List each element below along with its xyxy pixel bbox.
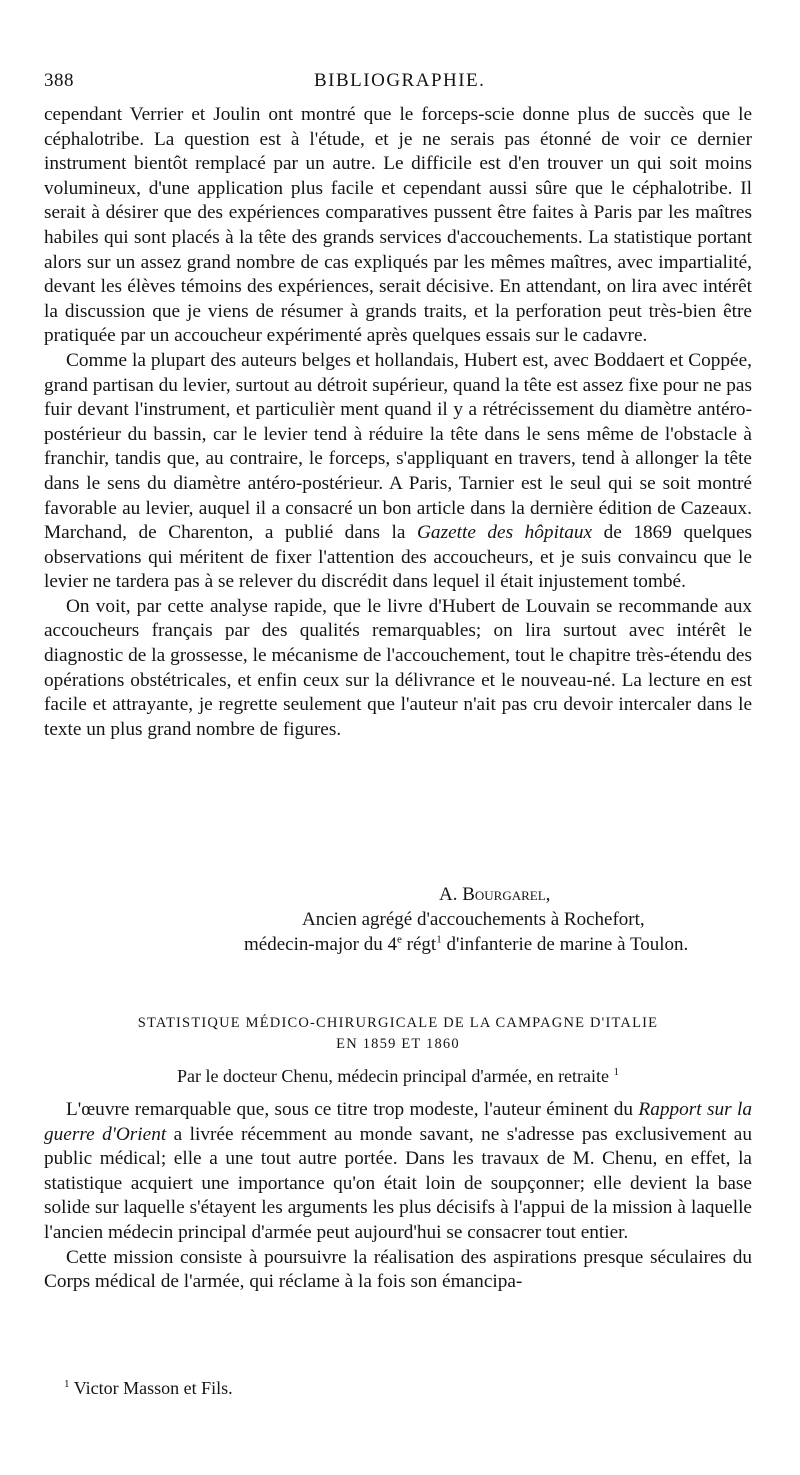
- page-header: [44, 70, 752, 100]
- page-number: 388: [44, 70, 74, 91]
- section-body: [44, 1098, 752, 1295]
- paragraph: Cette mission consiste à poursuivre la réalisation des aspirations presque séculaires du Corps médical de l'armée, qui réclame à la fois son émancipa-: [44, 1246, 752, 1293]
- journal-title: Gazette des hôpitaux: [417, 522, 593, 544]
- running-title: BIBLIOGRAPHIE.: [314, 70, 486, 91]
- author-title: médecin-major du 4e régt$^1$ d'infanterie de marine à Toulon.: [244, 933, 689, 955]
- paragraph: L'œuvre remarquable que, sous ce titre trop modeste, l'auteur éminent du Rapport sur la guerre d'Orient a livrée récemment au monde savant, ne s'adresse pas exclusivement au public médical; elle a une tout autre portée. Dans les travaux de M. Chenu, en effet, la statistique acquiert une importance qu'on était loin de soupçonner; elle devient la base solide sur laquelle s'étayent les arguments les plus décisifs à l'appui de la mission à laquelle l'ancien médecin principal d'armée peut aujourd'hui se consacrer tout entier.: [44, 1099, 752, 1243]
- paragraph-text: de 1869 quelques observations qui méritent de fixer l'attention des accoucheurs, et je suis convaincu que le levier ne tardera pas à se relever du discrédit dans lequel il était injustement tombé.: [44, 522, 753, 593]
- paragraph: On voit, par cette analyse rapide, que le livre d'Hubert de Louvain se recommande aux accoucheurs français par des qualités remarquables; on lira surtout avec intérêt le diagnostic de la grossesse, le mécanisme de l'accouchement, tout le chapitre très-étendu des opérations obstétricales, et enfin ceux sur la délivrance et le nouveau-né. La lecture en est facile et attrayante, je regrette seulement que l'auteur n'ait pas cru devoir intercaler dans le texte un plus grand nombre de figures.: [44, 595, 752, 740]
- review-body: [44, 103, 752, 742]
- paragraph: [44, 349, 752, 595]
- author-name: A. Bourgarel,: [439, 884, 551, 905]
- byline: Par le docteur Chenu, médecin principal d'armée, en retraite $^1$: [176, 1066, 620, 1086]
- book-title: Rapport sur la guerre d'Orient: [44, 1099, 752, 1145]
- footnote: [64, 1378, 233, 1399]
- footnote-ref: 1: [613, 1066, 620, 1078]
- author-title: Ancien agrégé d'accouchements à Rochefort,: [302, 909, 645, 930]
- footnote-marker: 1: [64, 1378, 70, 1390]
- section-subtitle: EN 1859 ET 1860: [336, 1036, 460, 1052]
- paragraph-text: Comme la plupart des auteurs belges et hollandais, Hubert est, avec Boddaert et Coppée, grand partisan du levier, surtout au détroit supérieur, quand la tête est assez fixe pour ne pas fuir devant l'instrument, et particulièr ment quand il y a rétrécissement du diamètre antéro-postérieur du bassin, car le levier tend à réduire la tête dans le sens même de l'obstacle à franchir, tandis que, au contraire, le forceps, s'appliquant en travers, tend à allonger la tête dans le sens du diamètre antéro-postérieur. A Paris, Tarnier est le seul qui se soit montré favorable au levier, auquel il a consacré un bon article dans la dernière édition de Cazeaux. Marchand, de Charenton, a publié dans la: [44, 349, 752, 544]
- section-title: STATISTIQUE MÉDICO-CHIRURGICALE DE LA CAMPAGNE D'ITALIE: [137, 1015, 659, 1031]
- footnote-text: Victor Masson et Fils.: [73, 1378, 233, 1398]
- paragraph: cependant Verrier et Joulin ont montré que le forceps-scie donne plus de succès que le céphalotribe. La question est à l'étude, et je ne serais pas étonné de voir ce dernier instrument bientôt remplacé par un autre. Le difficile est d'en trouver un qui soit moins volumineux, d'une application plus facile et cependant aussi sûre que le céphalotribe. Il serait à désirer que des expériences comparatives pussent être faites à Paris par les maîtres habiles qui sont placés à la tête des grands services d'accouchements. La statistique portant alors sur un assez grand nombre de cas expliqués par les mêmes maîtres, avec impartialité, devant les élèves témoins des expériences, serait décisive. En attendant, on lira avec intérêt la discussion que je viens de résumer à grands traits, et la perforation peut très-bien être pratiquée par un accoucheur expérimenté après quelques essais sur le cadavre.: [44, 104, 752, 347]
